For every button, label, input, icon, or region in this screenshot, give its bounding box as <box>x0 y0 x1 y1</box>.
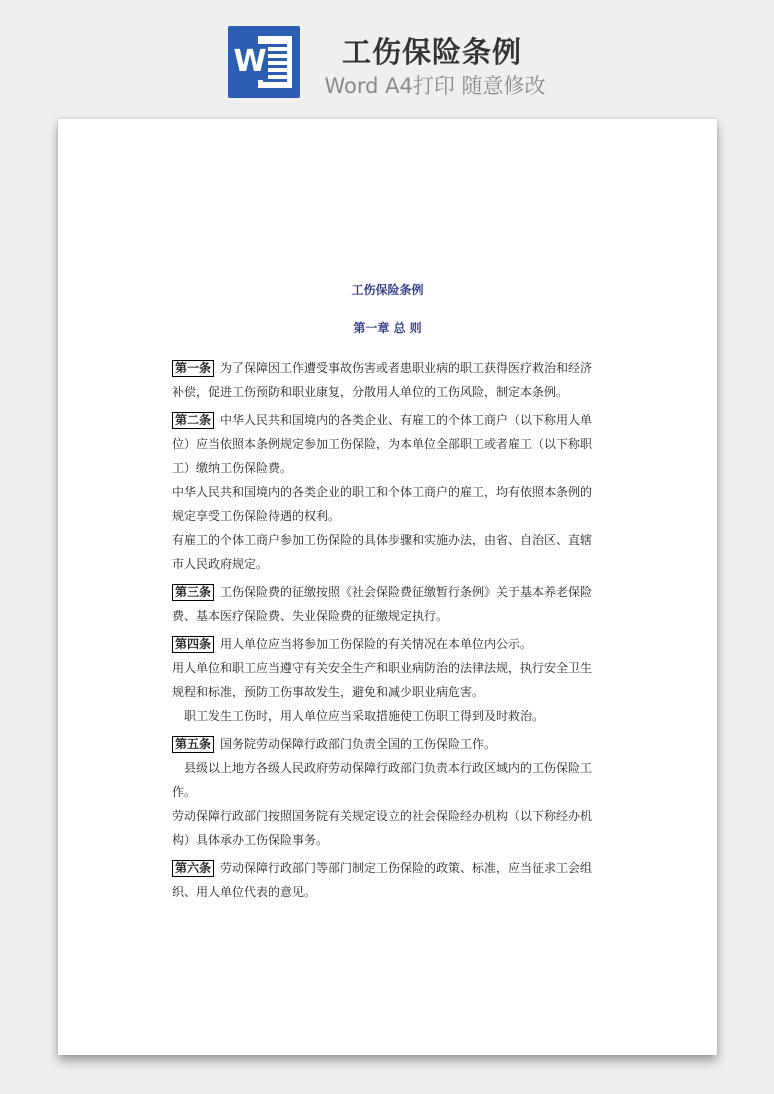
article-paragraph <box>172 732 602 756</box>
article-paragraph <box>172 632 602 656</box>
article-text: 国务院劳动保障行政部门负责全国的工伤保险工作。 <box>220 737 497 751</box>
article-number: 第五条 <box>172 736 214 753</box>
article-paragraph <box>172 756 602 804</box>
article-number: 第四条 <box>172 636 214 653</box>
article-text: 职工发生工伤时，用人单位应当采取措施使工伤职工得到及时救治。 <box>184 709 545 723</box>
word-icon: W <box>228 26 300 98</box>
article-paragraph <box>172 804 602 852</box>
article-text: 县级以上地方各级人民政府劳动保障行政部门负责本行政区域内的工伤保险工作。 <box>172 761 593 799</box>
document-body <box>172 352 602 904</box>
article-text: 为了保障因工作遭受事故伤害或者患职业病的职工获得医疗救治和经济补偿，促进工伤预防和职业康复，分散用人单位的工伤风险，制定本条例。 <box>172 361 593 399</box>
header <box>0 0 774 110</box>
article-number: 第三条 <box>172 584 214 601</box>
article-text: 中华人民共和国境内的各类企业、有雇工的个体工商户（以下称用人单位）应当依照本条例规定参加工伤保险，为本单位全部职工或者雇工（以下称职工）缴纳工伤保险费。 <box>172 413 593 475</box>
article-number: 第一条 <box>172 360 214 377</box>
article-number: 第二条 <box>172 412 214 429</box>
article-text: 工伤保险费的征缴按照《社会保险费征缴暂行条例》关于基本养老保险费、基本医疗保险费、失业保险费的征缴规定执行。 <box>172 585 593 623</box>
document-page <box>58 119 717 1055</box>
article-paragraph <box>172 356 602 404</box>
article-paragraph <box>172 704 602 728</box>
banner-title: 工伤保险条例 <box>341 35 522 69</box>
chapter-heading: 第一章 总 则 <box>353 321 422 335</box>
article-paragraph <box>172 656 602 704</box>
article-text: 有雇工的个体工商户参加工伤保险的具体步骤和实施办法，由省、自治区、直辖市人民政府规定。 <box>172 533 593 571</box>
article-paragraph <box>172 580 602 628</box>
article-paragraph <box>172 480 602 528</box>
article-text: 劳动保障行政部门按照国务院有关规定设立的社会保险经办机构（以下称经办机构）具体承办工伤保险事务。 <box>172 809 593 847</box>
document-title: 工伤保险条例 <box>351 283 424 297</box>
article-text: 用人单位应当将参加工伤保险的有关情况在本单位内公示。 <box>220 637 533 651</box>
article-number: 第六条 <box>172 860 214 877</box>
article-text: 中华人民共和国境内的各类企业的职工和个体工商户的雇工，均有依照本条例的规定享受工伤保险待遇的权利。 <box>172 485 593 523</box>
article-paragraph <box>172 408 602 480</box>
article-text: 劳动保障行政部门等部门制定工伤保险的政策、标准，应当征求工会组织、用人单位代表的意见。 <box>172 861 593 899</box>
article-paragraph <box>172 528 602 576</box>
article-paragraph <box>172 856 602 904</box>
article-text: 用人单位和职工应当遵守有关安全生产和职业病防治的法律法规，执行安全卫生规程和标准，预防工伤事故发生，避免和减少职业病危害。 <box>172 661 593 699</box>
banner-subtitle: Word A4打印 随意修改 <box>324 74 546 98</box>
